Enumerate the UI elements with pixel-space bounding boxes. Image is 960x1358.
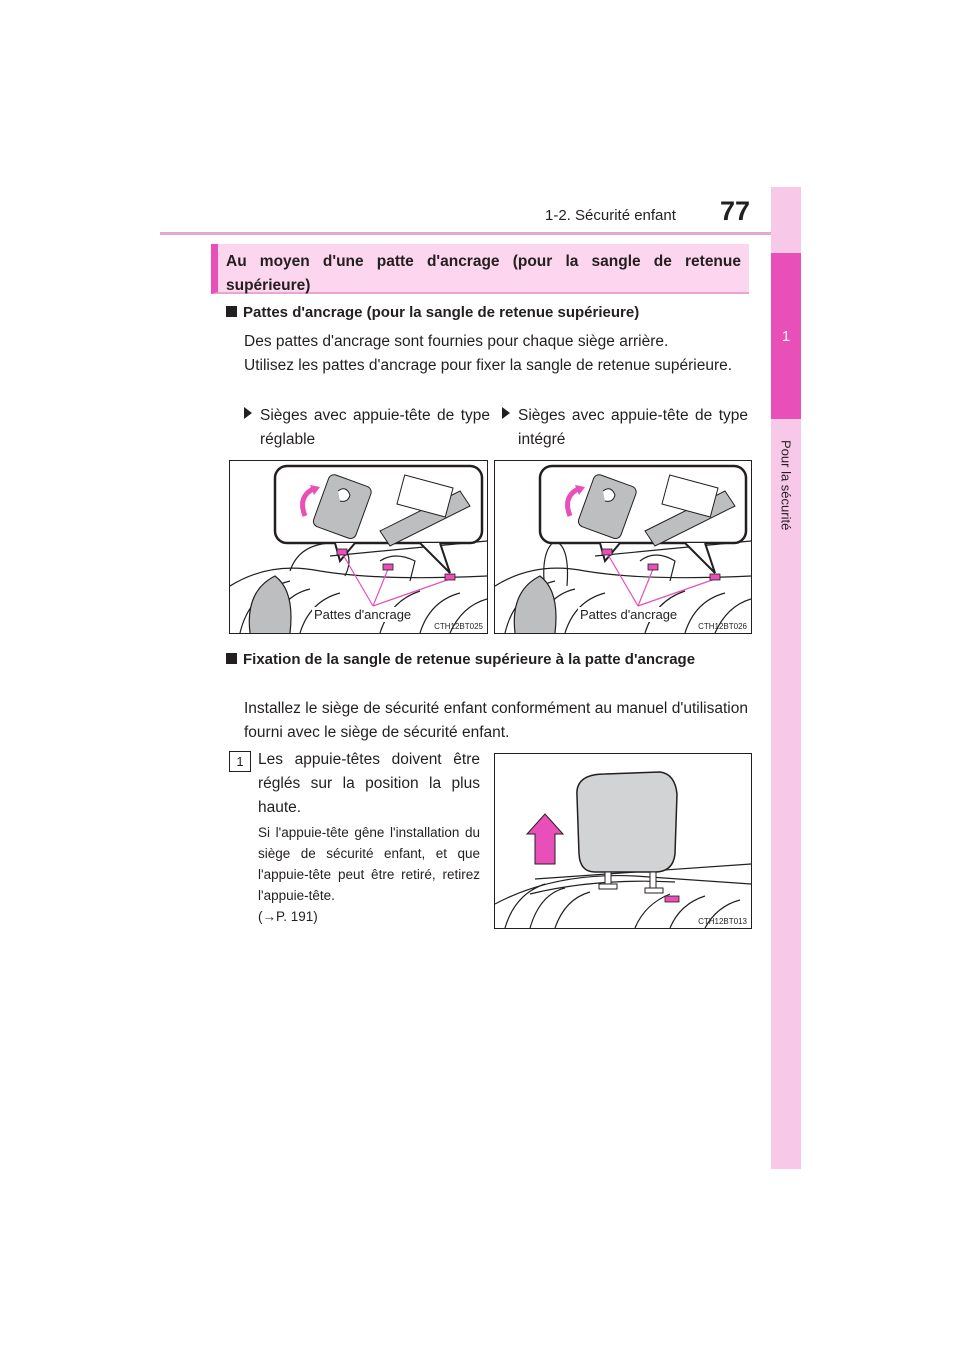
chapter-tab-number[interactable]	[771, 253, 801, 419]
chapter-title: Pour la sécurité	[778, 440, 794, 531]
step-1-text: Les appuie-têtes doivent être réglés sur la position la plus haute.	[258, 751, 480, 816]
figure-raised-headrest	[494, 753, 752, 929]
figure-integrated-headrest	[494, 460, 752, 634]
section-heading	[211, 244, 749, 294]
subsection-heading-fixation: Fixation de la sangle de retenue supérieure à la patte d'ancrage	[226, 648, 748, 672]
triangle-bullet-icon	[502, 407, 510, 419]
anchor-label: Pattes d'ancrage	[314, 607, 412, 622]
square-bullet-icon	[226, 306, 237, 317]
anchors-paragraph-1: Des pattes d'ancrage sont fournies pour chaque siège arrière.	[244, 333, 669, 350]
section-title: Au moyen d'une patte d'ancrage (pour la sangle de retenue supérieure)	[226, 253, 741, 294]
figure-code: CTH12BT026	[698, 622, 747, 631]
page-number: 77	[720, 196, 751, 226]
figure-right-caption: Sièges avec appuie-tête de type intégré	[502, 404, 748, 452]
subsection-heading-anchors: Pattes d'ancrage (pour la sangle de retenue supérieure)	[226, 301, 756, 325]
headrest-illustration	[495, 754, 751, 928]
figure-left-caption: Sièges avec appuie-tête de type réglable	[244, 404, 490, 452]
chapter-number: 1	[781, 327, 791, 345]
figure-adjustable-headrest	[229, 460, 488, 634]
figure-code: CTH12BT013	[698, 917, 747, 926]
figure-code: CTH12BT025	[434, 622, 483, 631]
step-1-note: Si l'appuie-tête gêne l'installation du siège de sécurité enfant, et que l'appuie-tête peut être retiré, retirez l'appuie-tête. (→P. 191)	[258, 825, 480, 924]
section-breadcrumb: 1-2. Sécurité enfant	[545, 207, 676, 224]
page-reference-link[interactable]: (→P. 191)	[258, 909, 318, 924]
step-number-badge: 1	[229, 751, 251, 772]
chapter-tab-title	[771, 440, 801, 590]
anchor-label: Pattes d'ancrage	[580, 607, 678, 622]
square-bullet-icon	[226, 653, 237, 664]
triangle-bullet-icon	[244, 407, 252, 419]
header-rule	[160, 232, 800, 235]
anchors-paragraph-2: Utilisez les pattes d'ancrage pour fixer la sangle de retenue supérieure.	[244, 357, 733, 374]
fixation-paragraph: Installez le siège de sécurité enfant conformément au manuel d'utilisation fourni avec le siège de sécurité enfant.	[244, 700, 748, 741]
